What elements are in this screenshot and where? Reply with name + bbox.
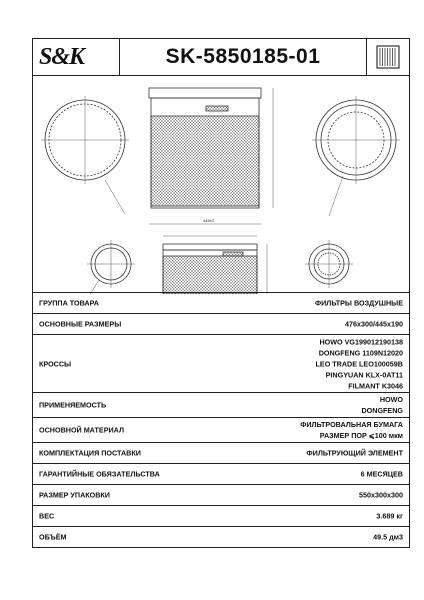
cross-ref: PINGYUAN KLX-0AT11 bbox=[325, 370, 403, 379]
spec-value: 476x300/445x190 bbox=[345, 319, 403, 329]
spec-value: 49.5 дм3 bbox=[373, 532, 403, 542]
cross-ref: LEO TRADE LEO100059B bbox=[315, 359, 403, 368]
side-view-main bbox=[149, 88, 273, 224]
header-divider bbox=[366, 39, 367, 75]
cross-ref: HOWO VG1990121901​38 bbox=[319, 337, 403, 346]
spec-label: ОСНОВНОЙ МАТЕРИАЛ bbox=[39, 425, 124, 435]
spec-row bbox=[33, 442, 409, 463]
top-view-right bbox=[312, 96, 400, 216]
spec-value: ФИЛЬТРЫ ВОЗДУШНЫЕ bbox=[314, 298, 403, 308]
spec-label: ГАРАНТИЙНЫЕ ОБЯЗАТЕЛЬСТВА bbox=[39, 469, 160, 479]
sheet-header bbox=[33, 39, 409, 76]
technical-drawing bbox=[33, 76, 409, 294]
spec-row bbox=[33, 484, 409, 505]
spec-value: 3.689 кг bbox=[376, 511, 403, 521]
spec-row bbox=[33, 505, 409, 526]
spec-label: РАЗМЕР УПАКОВКИ bbox=[39, 490, 110, 500]
material-item: РАЗМЕР ПОР ⩽100 мкм bbox=[319, 431, 403, 440]
spec-row bbox=[33, 417, 409, 442]
spec-row bbox=[33, 313, 409, 334]
spec-label: ОБЪЁМ bbox=[39, 532, 67, 542]
side-view-inner bbox=[163, 236, 267, 294]
spec-label: КРОССЫ bbox=[39, 359, 72, 368]
spec-label: ГРУППА ТОВАРА bbox=[39, 298, 99, 308]
product-sheet bbox=[32, 38, 410, 548]
spec-label: ВЕС bbox=[39, 511, 55, 521]
spec-value bbox=[361, 394, 403, 416]
spec-value bbox=[300, 419, 403, 441]
spec-label: ОСНОВНЫЕ РАЗМЕРЫ bbox=[39, 319, 122, 329]
cross-ref: DONGFENG 1109N12020 bbox=[318, 348, 403, 357]
spec-value: 550x300x300 bbox=[359, 490, 403, 500]
bottom-view-right bbox=[305, 240, 353, 288]
brand-logo: S&K bbox=[39, 44, 85, 70]
material-item: ФИЛЬТРОВАЛЬНАЯ БУМАГА bbox=[300, 420, 403, 429]
spec-row bbox=[33, 463, 409, 484]
spec-value: ФИЛЬТРУЮЩИЙ ЭЛЕМЕНТ bbox=[306, 448, 403, 458]
dim-label: 445±2 bbox=[203, 218, 215, 223]
spec-row bbox=[33, 292, 409, 313]
air-filter-thumbnail-icon bbox=[375, 44, 401, 70]
applicability-item: DONGFENG bbox=[361, 406, 403, 415]
spec-row bbox=[33, 334, 409, 392]
top-view-left bbox=[41, 96, 129, 214]
applicability-item: HOWO bbox=[379, 395, 403, 404]
spec-row bbox=[33, 526, 409, 547]
bottom-view-left bbox=[83, 240, 135, 294]
spec-value: 6 МЕСЯЦЕВ bbox=[360, 469, 403, 479]
spec-value bbox=[316, 336, 403, 391]
spec-row bbox=[33, 392, 409, 417]
product-sku: SK-5850185-01 bbox=[165, 45, 321, 68]
header-divider bbox=[119, 39, 120, 75]
spec-row-empty bbox=[33, 547, 409, 560]
cross-ref: FILMANT K3046 bbox=[348, 381, 403, 390]
spec-label: КОМПЛЕКТАЦИЯ ПОСТАВКИ bbox=[39, 448, 141, 458]
spec-label: ПРИМЕНЯЕМОСТЬ bbox=[39, 400, 107, 410]
spec-table bbox=[33, 292, 409, 560]
